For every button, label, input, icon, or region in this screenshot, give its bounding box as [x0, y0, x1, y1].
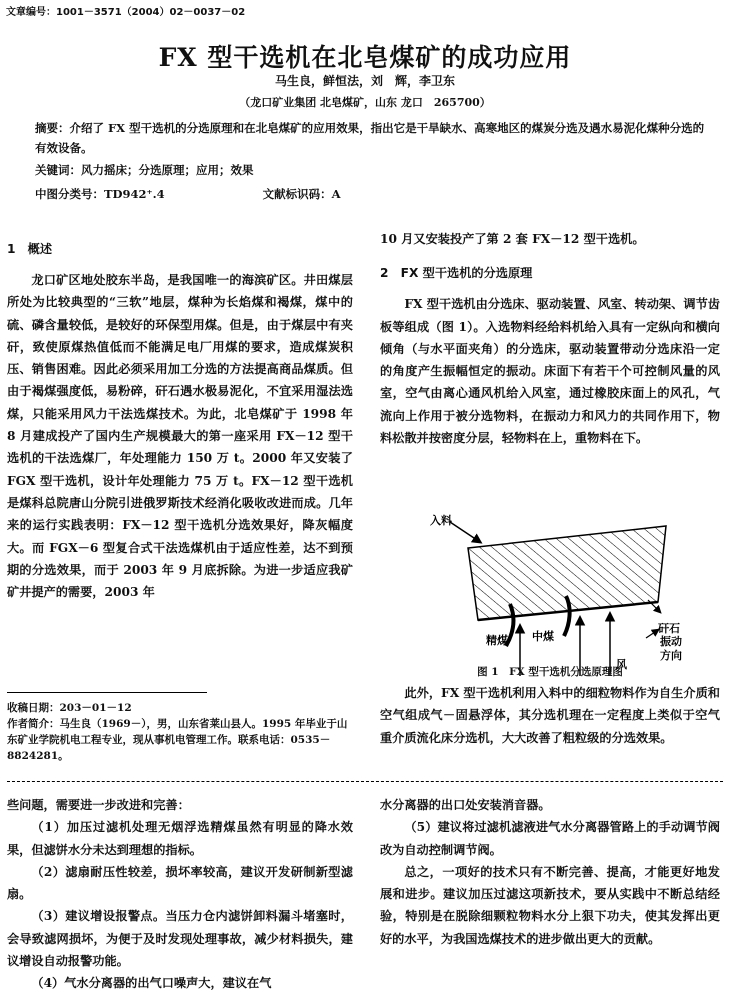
continued-right	[380, 794, 720, 950]
keywords-text: 风力摇床；分选原理；应用；效果	[81, 163, 254, 177]
label-gangue: 矸石	[658, 622, 680, 635]
section1-continuation: 10 月又安装投产了第 2 套 FX－12 型干选机。	[380, 232, 645, 246]
author-bio: 作者简介：马生良（1969－），男，山东省莱山县人。1995 年毕业于山东矿业学院机电工程专业，现从事机电管理工作。联系电话：0535－8824281。	[7, 718, 348, 762]
abstract-label: 摘要：	[35, 121, 70, 135]
keywords	[35, 160, 715, 180]
abstract-text: 介绍了 FX 型干选机的分选原理和在北皂煤矿的应用效果，指出它是干旱缺水、高寒地区的煤炭分选及遇水易泥化煤种分选的有效设备。	[35, 121, 705, 155]
footnote	[7, 700, 353, 764]
section2-heading: 2 FX 型干选机的分选原理	[380, 266, 533, 281]
label-middlings: 中煤	[532, 630, 554, 643]
footnote-rule	[7, 692, 207, 693]
label-air: 风	[616, 658, 627, 671]
article-divider	[7, 781, 723, 782]
keywords-label: 关键词：	[35, 163, 81, 177]
section2-paragraph1: FX 型干选机由分选床、驱动装置、风室、转动架、调节齿板等组成（图 1）。入选物料经给料机给入具有一定纵向和横向倾角（与水平面夹角）的分选床，驱动装置带动分选床沿一定的角度产生振幅恒定的振动。床面下有若干个可控制风量的风室，空气由离心通风机给入风室，通过橡胶床面上的风孔，气流向上作用于被分选物料，在振动力和风力的共同作用下，物料松散并按密度分层，轻物料在上，重物料在下。	[380, 297, 720, 446]
section2-paragraph2: 此外，FX 型干选机利用入料中的细粒物料作为自生介质和空气组成气－固悬浮体，其分选机理在一定程度上类似于空气重介质流化床分选机，大大改善了粗粒级的分选效果。	[380, 686, 720, 745]
recommendation-4: （4）气水分离器的出气口噪声大，建议在气	[31, 976, 272, 991]
figure-1-diagram	[420, 508, 700, 680]
abstract	[35, 118, 715, 158]
label-clean-coal: 精煤	[486, 634, 508, 647]
classification-value: TD942⁺.4	[104, 187, 165, 201]
recommendation-3: （3）建议增设报警点。当压力仓内滤饼卸料漏斗堵塞时，会导致滤网损坏，为便于及时发现处理事故，减少材料损失，建议增设自动报警功能。	[7, 909, 353, 969]
separation-deck	[468, 526, 666, 620]
continued-right-start: 水分离器的出口处安装消音器。	[380, 798, 551, 812]
document-number: 文章编号：1001－3571（2004）02－0037－02	[6, 7, 246, 18]
right-column	[380, 228, 720, 449]
label-vibration-1: 振动	[660, 635, 682, 648]
recommendation-5: （5）建议将过滤机滤液进气水分离器管路上的手动调节阀改为自动控制调节阀。	[380, 820, 720, 857]
section2-paragraph2-block	[380, 682, 720, 749]
left-column	[7, 240, 353, 603]
doc-code-value: A	[331, 187, 341, 201]
continued-intro: 些问题，需要进一步改进和完善：	[7, 798, 190, 812]
paper-title: FX 型干选机在北皂煤矿的成功应用	[158, 43, 572, 72]
classification-label: 中图分类号：	[35, 187, 104, 201]
recommendation-1: （1）加压过滤机处理无烟浮选精煤虽然有明显的降水效果，但滤饼水分未达到理想的指标。	[7, 820, 353, 857]
authors: 马生良，鲜恒法，刘 辉，李卫东	[274, 74, 455, 88]
doc-code-label: 文献标识码：	[262, 187, 332, 201]
recommendation-2: （2）滤扇耐压性较差，损坏率较高，建议开发研制新型滤扇。	[7, 864, 353, 902]
figure-1-caption: 图 1 FX 型干选机分选原理图	[477, 666, 623, 678]
section1-paragraph: 龙口矿区地处胶东半岛，是我国唯一的海滨矿区。井田煤层所处为比较典型的“三软”地层，煤种为长焰煤和褐煤，煤中的硫、磷含量较低，是较好的环保型用煤。但是，由于煤层中有夹矸，致使原煤热值低而不能满足电厂用煤的要求，造成煤炭积压、销售困难。因此必须采用加工分选的方法提高商品煤质。但由于褐煤强度低，易粉碎，矸石遇水极易泥化，不宜采用湿法选煤，只能采用风力干法选煤技术。为此，北皂煤矿于 1998 年 8 月建成投产了国内生产规模最大的第一座采用 FX－12 型干选机的干法选煤厂，年处理能力 150 万 t。2000 年又安装了 FGX 型干选机，设计年处理能力 75 万 t。FX－12 型干选机是煤科总院唐山分院引进俄罗斯技术经消化吸收改进而成。几年来的运行实践表明：FX－12 型干选机分选效果好，降灰幅度大。而 FGX－6 型复合式干法选煤机由于适应性差，达不到预期的分选效果，而于 2003 年 9 月底拆除。为进一步适应我矿矿井提产的需要，2003 年	[7, 273, 353, 600]
continued-left	[7, 794, 353, 995]
affiliation: （龙口矿业集团 北皂煤矿，山东 龙口 265700）	[239, 96, 491, 109]
vibration-arrow	[646, 630, 658, 638]
label-feed: 入料	[430, 514, 452, 527]
received-date: 收稿日期：203－01－12	[7, 702, 132, 714]
feed-arrow	[450, 522, 480, 542]
section1-heading: 1 概述	[7, 242, 53, 256]
label-vibration-2: 方向	[660, 649, 682, 662]
classification	[35, 184, 715, 204]
conclusion: 总之，一项好的技术只有不断完善、提高，才能更好地发展和进步。建议加压过滤这项新技术，要从实践中不断总结经验，特别是在脱除细颗粒物料水分上狠下功夫，使其发挥出更好的水平，为我国选煤技术的进步做出更大的贡献。	[380, 864, 720, 946]
